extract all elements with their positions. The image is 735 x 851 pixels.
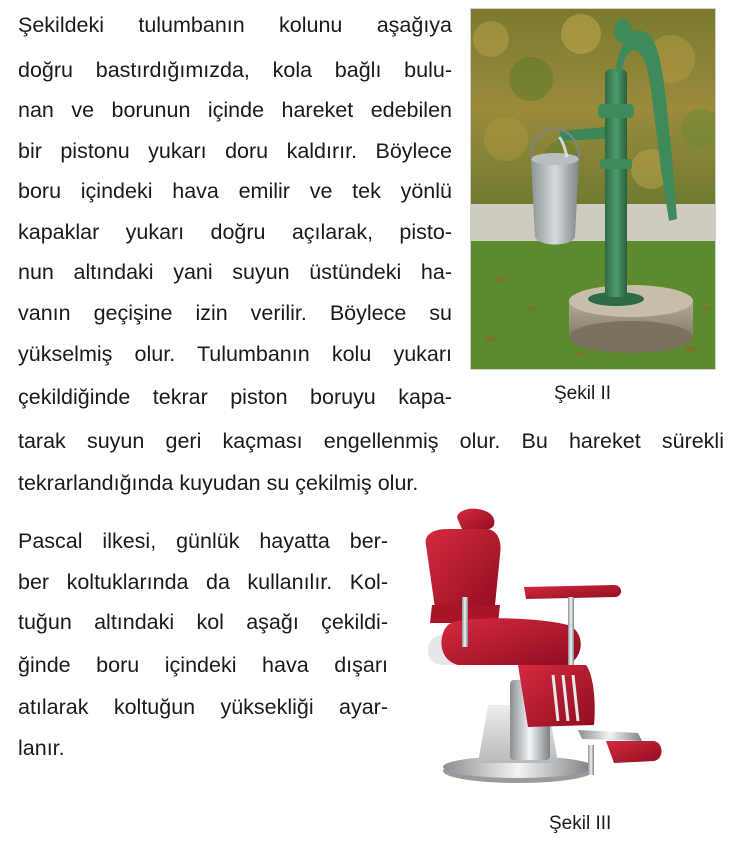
barber-chair-image: [418, 505, 673, 795]
text-line: Şekildeki tulumbanın kolunu aşağıya: [18, 13, 452, 37]
text-line: yükselmiş olur. Tulumbanın kolu yukarı: [18, 342, 452, 366]
text-line: lanır.: [18, 736, 65, 760]
text-line: nan ve borunun içinde hareket edebilen: [18, 98, 452, 122]
text-line: boru içindeki hava emilir ve tek yönlü: [18, 179, 452, 203]
text-line: tarak suyun geri kaçması engellenmiş olur. Bu hareket sürekli: [18, 429, 724, 453]
figure-caption-3: Şekil III: [549, 813, 612, 834]
text-line: vanın geçişine izin verilir. Böylece su: [18, 301, 452, 325]
water-pump-photo: [470, 8, 716, 370]
text-line: çekildiğinde tekrar piston boruyu kapa-: [18, 385, 452, 409]
text-line: tekrarlandığında kuyudan su çekilmiş olur.: [18, 471, 419, 495]
text-line: doğru bastırdığımızda, kola bağlı bulu-: [18, 58, 452, 82]
text-line: nun altındaki yani suyun üstündeki ha-: [18, 260, 452, 284]
text-line: Pascal ilkesi, günlük hayatta ber-: [18, 529, 388, 553]
text-line: ber koltuklarında da kullanılır. Kol-: [18, 570, 388, 594]
figure-caption-2: Şekil II: [554, 383, 612, 404]
text-line: tuğun altındaki kol aşağı çekildi-: [18, 610, 388, 634]
text-line: ğinde boru içindeki hava dışarı: [18, 653, 388, 677]
text-line: kapaklar yukarı doğru açılarak, pisto-: [18, 220, 452, 244]
text-line: bir pistonu yukarı doru kaldırır. Böylece: [18, 139, 452, 163]
text-line: atılarak koltuğun yüksekliği ayar-: [18, 695, 388, 719]
